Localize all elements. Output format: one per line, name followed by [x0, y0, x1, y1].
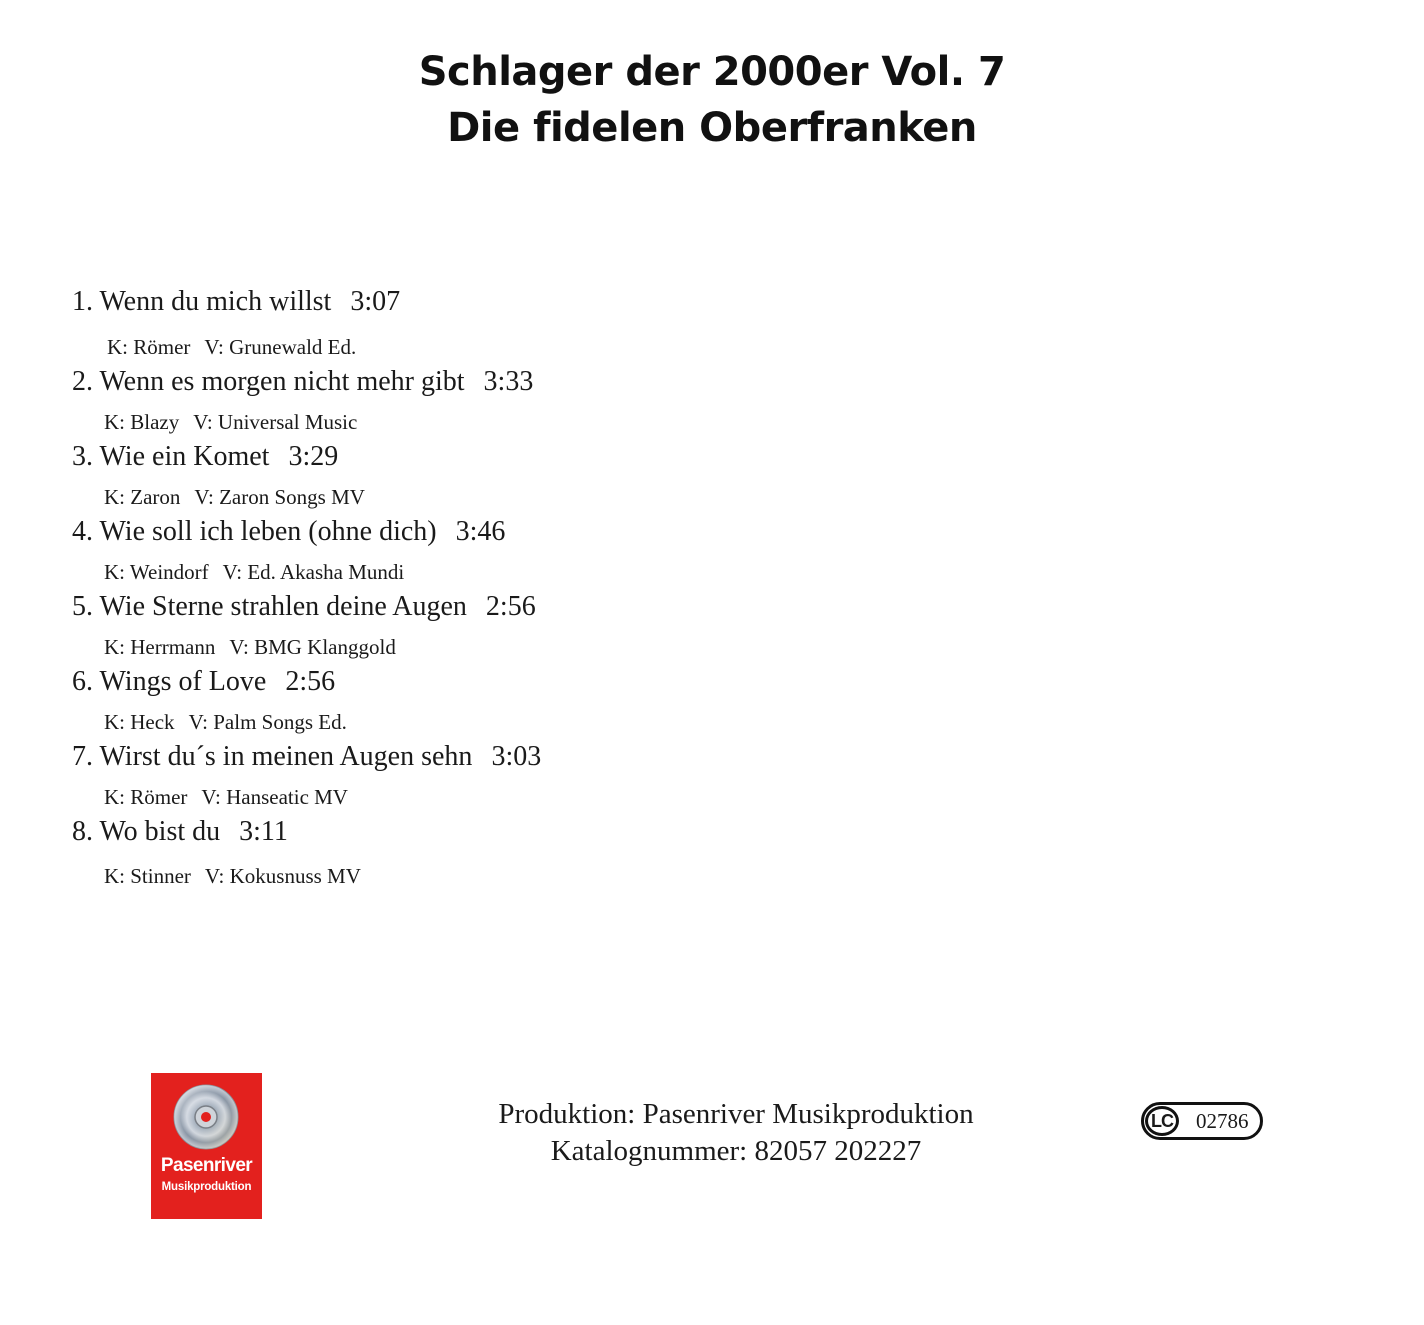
track-publisher: V: Universal Music — [193, 410, 358, 434]
label-code-number: 02786 — [1196, 1109, 1249, 1133]
track-composer: K: Herrmann — [104, 635, 216, 659]
track-publisher: V: Zaron Songs MV — [194, 485, 365, 509]
track-number: 8. — [72, 816, 93, 847]
track-item — [72, 286, 972, 359]
album-header — [0, 44, 1424, 156]
artist-name: Die fidelen Oberfranken — [447, 105, 977, 151]
cd-disc-icon — [172, 1083, 240, 1151]
track-title: Wie Sterne strahlen deine Augen — [99, 591, 467, 622]
track-item — [72, 741, 972, 809]
track-credit — [104, 560, 404, 584]
track-title: Wenn du mich willst — [99, 286, 332, 317]
track-title: Wings of Love — [99, 666, 267, 697]
track-duration: 3:33 — [483, 366, 534, 397]
track-composer: K: Weindorf — [104, 560, 209, 584]
track-publisher: V: Hanseatic MV — [201, 785, 348, 809]
track-item — [72, 366, 972, 434]
logo-brand: Pasenriver — [160, 1155, 253, 1176]
track-publisher: V: BMG Klanggold — [229, 635, 396, 659]
track-composer: K: Zaron — [104, 485, 181, 509]
track-item — [72, 516, 972, 584]
track-number: 1. — [72, 286, 93, 317]
track-item — [72, 666, 972, 734]
track-title: Wenn es morgen nicht mehr gibt — [99, 366, 465, 397]
track-item — [72, 816, 972, 888]
track-credit — [104, 785, 348, 809]
track-duration: 3:29 — [288, 441, 339, 472]
production-info — [436, 1096, 1036, 1170]
track-composer: K: Heck — [104, 710, 175, 734]
track-number: 5. — [72, 591, 93, 622]
track-composer: K: Römer — [104, 785, 188, 809]
track-publisher: V: Ed. Akasha Mundi — [222, 560, 405, 584]
track-duration: 2:56 — [285, 666, 336, 697]
track-credit — [104, 410, 357, 434]
track-title: Wie ein Komet — [99, 441, 270, 472]
track-title: Wo bist du — [99, 816, 221, 847]
track-publisher: V: Grunewald Ed. — [204, 335, 357, 359]
track-credit — [104, 710, 347, 734]
track-duration: 3:03 — [491, 741, 542, 772]
track-item — [72, 591, 972, 659]
track-publisher: V: Palm Songs Ed. — [188, 710, 347, 734]
track-duration: 2:56 — [485, 591, 536, 622]
track-credit — [104, 485, 365, 509]
label-code-badge — [1141, 1102, 1263, 1140]
track-publisher: V: Kokusnuss MV — [204, 864, 361, 888]
track-composer: K: Blazy — [104, 410, 180, 434]
track-composer: K: Stinner — [104, 864, 191, 888]
track-title: Wie soll ich leben (ohne dich) — [99, 516, 437, 547]
track-number: 6. — [72, 666, 93, 697]
track-number: 3. — [72, 441, 93, 472]
logo-subtitle: Musikproduktion — [161, 1181, 252, 1193]
track-number: 4. — [72, 516, 93, 547]
track-duration: 3:11 — [239, 816, 288, 847]
track-title: Wirst du´s in meinen Augen sehn — [99, 741, 473, 772]
track-item — [72, 441, 972, 509]
production-credit: Produktion: Pasenriver Musikproduktion — [498, 1098, 974, 1130]
track-duration: 3:07 — [350, 286, 401, 317]
track-number: 7. — [72, 741, 93, 772]
album-title: Schlager der 2000er Vol. 7 — [418, 49, 1006, 95]
track-credit — [104, 864, 361, 888]
lc-mark: LC — [1145, 1106, 1179, 1136]
track-number: 2. — [72, 366, 93, 397]
track-credit — [107, 335, 356, 359]
track-composer: K: Römer — [107, 335, 191, 359]
pasenriver-logo — [151, 1073, 262, 1219]
track-credit — [104, 635, 396, 659]
catalog-number: Katalognummer: 82057 202227 — [550, 1135, 922, 1167]
track-duration: 3:46 — [455, 516, 506, 547]
